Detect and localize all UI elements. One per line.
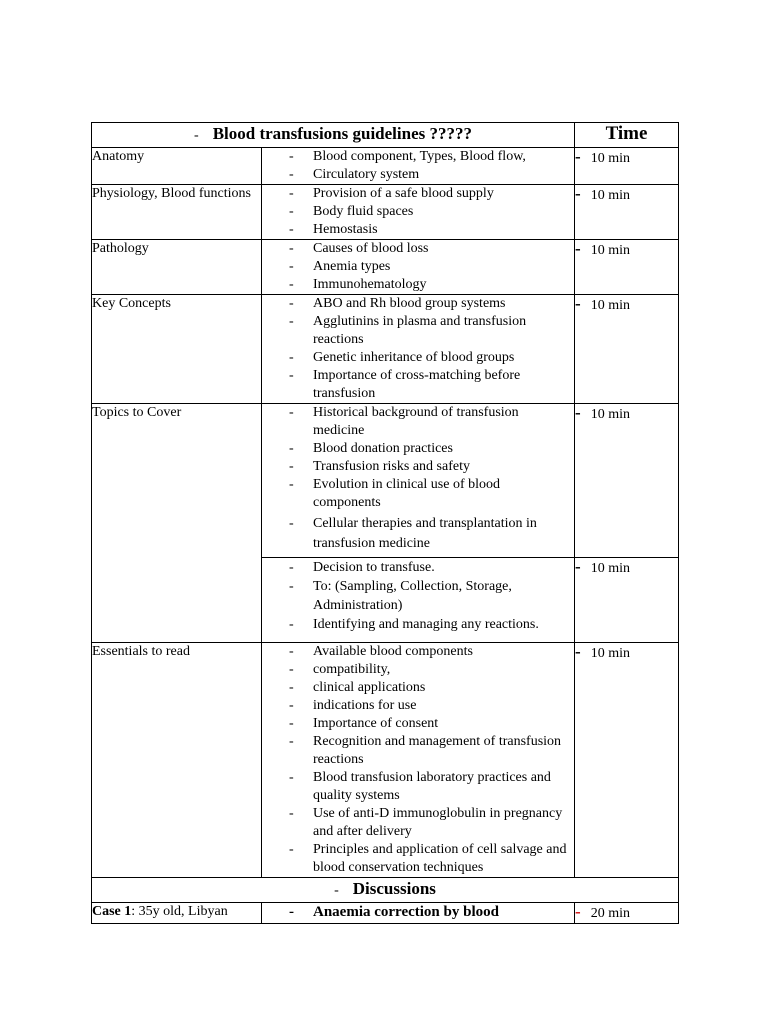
list-item: - Blood transfusion laboratory practices and quality systems	[262, 769, 574, 805]
list-item: - Blood component, Types, Blood flow,	[262, 148, 574, 166]
title-dash: -	[194, 128, 199, 143]
list-item: - Genetic inheritance of blood groups	[262, 349, 574, 367]
list-item: - Historical background of transfusion medicine	[262, 404, 574, 440]
list-item: - Transfusion risks and safety	[262, 458, 574, 476]
time-value: 10 min	[590, 298, 630, 313]
time-dash: -	[575, 294, 581, 313]
time-dash: -	[575, 403, 581, 422]
time-value: 10 min	[590, 188, 630, 203]
list-item: - Agglutinins in plasma and transfusion reactions	[262, 313, 574, 349]
list-item: - Blood donation practices	[262, 440, 574, 458]
discussions-heading	[92, 878, 679, 903]
list-item: - Importance of cross-matching before transfusion	[262, 367, 574, 403]
topic-cell: Essentials to read	[92, 643, 262, 878]
topic-cell: Topics to Cover	[92, 404, 262, 643]
case-label: Case 1	[92, 904, 132, 919]
items-cell	[262, 185, 575, 240]
list-item: - Available blood components	[262, 643, 574, 661]
list-item: - clinical applications	[262, 679, 574, 697]
list-item: - ABO and Rh blood group systems	[262, 295, 574, 313]
table-row-topics-to-cover	[92, 404, 679, 558]
items-cell	[262, 643, 575, 878]
topic-cell: Physiology, Blood functions	[92, 185, 262, 240]
list-item: - Recognition and management of transfusion reactions	[262, 733, 574, 769]
header-row	[92, 123, 679, 148]
time-value: 10 min	[590, 151, 630, 166]
list-item: - Decision to transfuse.	[262, 558, 574, 577]
topic-cell: Anatomy	[92, 148, 262, 185]
course-outline-table	[91, 122, 679, 924]
table-row-case-1	[92, 903, 679, 924]
list-item: - compatibility,	[262, 661, 574, 679]
list-item: - Evolution in clinical use of blood components	[262, 476, 574, 512]
time-value: 10 min	[590, 646, 630, 661]
time-value: 10 min	[590, 407, 630, 422]
list-item: - Use of anti-D immunoglobulin in pregnancy and after delivery	[262, 805, 574, 841]
time-dash: -	[575, 642, 581, 661]
list-item: - Provision of a safe blood supply	[262, 185, 574, 203]
discussions-row	[92, 878, 679, 903]
list-item: - indications for use	[262, 697, 574, 715]
discussions-title: Discussions	[352, 879, 436, 898]
time-dash: -	[575, 147, 581, 166]
time-dash: -	[575, 184, 581, 203]
table-row-key-concepts	[92, 295, 679, 404]
list-item: - Body fluid spaces	[262, 203, 574, 221]
time-cell	[575, 240, 679, 295]
list-item: - Circulatory system	[262, 166, 574, 184]
topic-cell: Key Concepts	[92, 295, 262, 404]
time-value: 20 min	[590, 906, 630, 921]
list-item: - Principles and application of cell salvage and blood conservation techniques	[262, 841, 574, 877]
topic-cell: Pathology	[92, 240, 262, 295]
case-cell	[92, 903, 262, 924]
list-item: - To: (Sampling, Collection, Storage, Administration)	[262, 577, 574, 615]
table-row-essentials	[92, 643, 679, 878]
time-dash: -	[575, 902, 581, 921]
time-header: Time	[575, 123, 679, 148]
table-title-cell	[92, 123, 575, 148]
items-cell	[262, 404, 575, 558]
list-item: - Anemia types	[262, 258, 574, 276]
list-item: - Causes of blood loss	[262, 240, 574, 258]
time-dash: -	[575, 239, 581, 258]
table-row-anatomy	[92, 148, 679, 185]
case-description: : 35y old, Libyan	[131, 904, 228, 919]
items-cell	[262, 295, 575, 404]
table-row-physiology	[92, 185, 679, 240]
time-cell	[575, 558, 679, 643]
time-dash: -	[575, 557, 581, 576]
list-item: - Anaemia correction by blood	[262, 903, 574, 921]
list-item: - Hemostasis	[262, 221, 574, 239]
table-title: Blood transfusions guidelines ?????	[212, 124, 472, 143]
items-cell	[262, 558, 575, 643]
time-value: 10 min	[590, 561, 630, 576]
items-cell	[262, 240, 575, 295]
list-item: - Immunohematology	[262, 276, 574, 294]
time-cell	[575, 404, 679, 558]
time-value: 10 min	[590, 243, 630, 258]
items-cell	[262, 148, 575, 185]
time-cell	[575, 295, 679, 404]
items-cell	[262, 903, 575, 924]
table-row-pathology	[92, 240, 679, 295]
time-cell	[575, 643, 679, 878]
time-cell	[575, 903, 679, 924]
list-item: - Importance of consent	[262, 715, 574, 733]
discussions-dash: -	[334, 883, 339, 898]
time-cell	[575, 148, 679, 185]
list-item: - Cellular therapies and transplantation in transfusion medicine	[262, 514, 574, 554]
list-item: - Identifying and managing any reactions.	[262, 615, 574, 634]
time-cell	[575, 185, 679, 240]
